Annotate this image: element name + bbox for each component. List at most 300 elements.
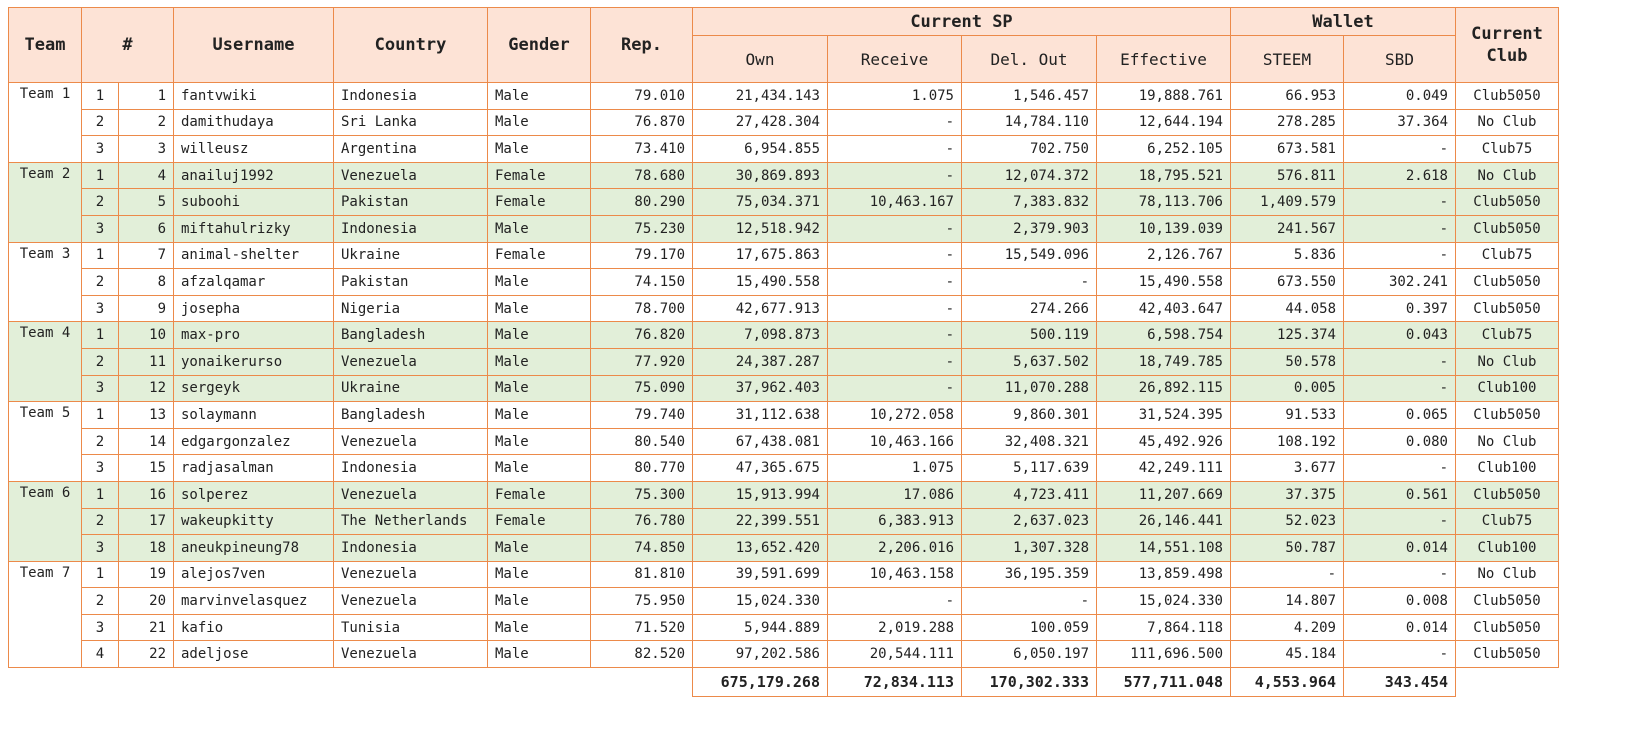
header-current-sp: Current SP bbox=[693, 8, 1231, 36]
member-number: 16 bbox=[119, 481, 174, 508]
member-number: 19 bbox=[119, 561, 174, 588]
username-cell: damithudaya bbox=[174, 109, 334, 136]
country-cell: The Netherlands bbox=[334, 508, 488, 535]
username-cell: fantvwiki bbox=[174, 83, 334, 110]
team-name-cell: Team 3 bbox=[9, 242, 82, 322]
rep-cell: 79.170 bbox=[591, 242, 693, 269]
username-cell: alejos7ven bbox=[174, 561, 334, 588]
team-group bbox=[9, 242, 1559, 322]
effective-sp-cell: 11,207.669 bbox=[1097, 481, 1231, 508]
table-row bbox=[9, 402, 1559, 429]
member-index: 2 bbox=[82, 109, 119, 136]
total-del-out: 170,302.333 bbox=[962, 668, 1097, 697]
member-number: 22 bbox=[119, 641, 174, 668]
receive-sp-cell: 10,463.166 bbox=[828, 428, 962, 455]
rep-cell: 76.820 bbox=[591, 322, 693, 349]
receive-sp-cell: - bbox=[828, 242, 962, 269]
total-effective: 577,711.048 bbox=[1097, 668, 1231, 697]
gender-cell: Female bbox=[488, 481, 591, 508]
header-gender: Gender bbox=[488, 8, 591, 83]
receive-sp-cell: - bbox=[828, 162, 962, 189]
club-cell: Club100 bbox=[1456, 535, 1559, 562]
own-sp-cell: 67,438.081 bbox=[693, 428, 828, 455]
del-out-sp-cell: 32,408.321 bbox=[962, 428, 1097, 455]
gender-cell: Male bbox=[488, 535, 591, 562]
country-cell: Venezuela bbox=[334, 641, 488, 668]
steem-cell: 3.677 bbox=[1231, 455, 1344, 482]
gender-cell: Male bbox=[488, 322, 591, 349]
country-cell: Argentina bbox=[334, 136, 488, 163]
del-out-sp-cell: 12,074.372 bbox=[962, 162, 1097, 189]
effective-sp-cell: 78,113.706 bbox=[1097, 189, 1231, 216]
gender-cell: Male bbox=[488, 561, 591, 588]
club-cell: Club5050 bbox=[1456, 641, 1559, 668]
header-country: Country bbox=[334, 8, 488, 83]
receive-sp-cell: - bbox=[828, 348, 962, 375]
receive-sp-cell: 10,463.167 bbox=[828, 189, 962, 216]
sbd-cell: - bbox=[1344, 348, 1456, 375]
member-index: 1 bbox=[82, 83, 119, 110]
own-sp-cell: 12,518.942 bbox=[693, 215, 828, 242]
team-name-cell: Team 6 bbox=[9, 481, 82, 561]
del-out-sp-cell: 6,050.197 bbox=[962, 641, 1097, 668]
rep-cell: 78.700 bbox=[591, 295, 693, 322]
club-cell: Club5050 bbox=[1456, 588, 1559, 615]
username-cell: miftahulrizky bbox=[174, 215, 334, 242]
country-cell: Indonesia bbox=[334, 535, 488, 562]
header-wallet: Wallet bbox=[1231, 8, 1456, 36]
rep-cell: 81.810 bbox=[591, 561, 693, 588]
rep-cell: 76.780 bbox=[591, 508, 693, 535]
gender-cell: Male bbox=[488, 83, 591, 110]
team-name-cell: Team 1 bbox=[9, 83, 82, 163]
own-sp-cell: 13,652.420 bbox=[693, 535, 828, 562]
country-cell: Sri Lanka bbox=[334, 109, 488, 136]
rep-cell: 75.300 bbox=[591, 481, 693, 508]
club-cell: Club75 bbox=[1456, 508, 1559, 535]
member-number: 6 bbox=[119, 215, 174, 242]
effective-sp-cell: 18,749.785 bbox=[1097, 348, 1231, 375]
sbd-cell: - bbox=[1344, 508, 1456, 535]
gender-cell: Male bbox=[488, 614, 591, 641]
effective-sp-cell: 7,864.118 bbox=[1097, 614, 1231, 641]
receive-sp-cell: 6,383.913 bbox=[828, 508, 962, 535]
country-cell: Tunisia bbox=[334, 614, 488, 641]
table-row bbox=[9, 375, 1559, 402]
del-out-sp-cell: 1,307.328 bbox=[962, 535, 1097, 562]
gender-cell: Female bbox=[488, 508, 591, 535]
member-number: 17 bbox=[119, 508, 174, 535]
receive-sp-cell: 17.086 bbox=[828, 481, 962, 508]
rep-cell: 79.740 bbox=[591, 402, 693, 429]
username-cell: solaymann bbox=[174, 402, 334, 429]
steem-cell: 0.005 bbox=[1231, 375, 1344, 402]
receive-sp-cell: 10,463.158 bbox=[828, 561, 962, 588]
effective-sp-cell: 14,551.108 bbox=[1097, 535, 1231, 562]
steem-cell: 576.811 bbox=[1231, 162, 1344, 189]
table-wrapper bbox=[8, 7, 1559, 697]
club-cell: Club75 bbox=[1456, 322, 1559, 349]
del-out-sp-cell: 36,195.359 bbox=[962, 561, 1097, 588]
receive-sp-cell: 10,272.058 bbox=[828, 402, 962, 429]
country-cell: Ukraine bbox=[334, 375, 488, 402]
gender-cell: Male bbox=[488, 455, 591, 482]
sbd-cell: - bbox=[1344, 136, 1456, 163]
member-number: 13 bbox=[119, 402, 174, 429]
sbd-cell: 0.014 bbox=[1344, 535, 1456, 562]
member-index: 3 bbox=[82, 136, 119, 163]
steem-cell: 37.375 bbox=[1231, 481, 1344, 508]
receive-sp-cell: - bbox=[828, 136, 962, 163]
effective-sp-cell: 26,146.441 bbox=[1097, 508, 1231, 535]
table-row bbox=[9, 561, 1559, 588]
del-out-sp-cell: 1,546.457 bbox=[962, 83, 1097, 110]
club-cell: No Club bbox=[1456, 348, 1559, 375]
gender-cell: Male bbox=[488, 295, 591, 322]
receive-sp-cell: 1.075 bbox=[828, 455, 962, 482]
member-number: 10 bbox=[119, 322, 174, 349]
effective-sp-cell: 45,492.926 bbox=[1097, 428, 1231, 455]
member-index: 3 bbox=[82, 215, 119, 242]
del-out-sp-cell: 4,723.411 bbox=[962, 481, 1097, 508]
username-cell: willeusz bbox=[174, 136, 334, 163]
own-sp-cell: 47,365.675 bbox=[693, 455, 828, 482]
country-cell: Nigeria bbox=[334, 295, 488, 322]
rep-cell: 78.680 bbox=[591, 162, 693, 189]
sbd-cell: - bbox=[1344, 242, 1456, 269]
username-cell: animal-shelter bbox=[174, 242, 334, 269]
table-row bbox=[9, 109, 1559, 136]
header-rep: Rep. bbox=[591, 8, 693, 83]
header-effective: Effective bbox=[1097, 36, 1231, 83]
club-cell: Club5050 bbox=[1456, 402, 1559, 429]
team-name-cell: Team 7 bbox=[9, 561, 82, 667]
table-row bbox=[9, 215, 1559, 242]
member-index: 1 bbox=[82, 242, 119, 269]
own-sp-cell: 42,677.913 bbox=[693, 295, 828, 322]
rep-cell: 80.290 bbox=[591, 189, 693, 216]
sbd-cell: - bbox=[1344, 561, 1456, 588]
username-cell: kafio bbox=[174, 614, 334, 641]
member-number: 21 bbox=[119, 614, 174, 641]
total-receive: 72,834.113 bbox=[828, 668, 962, 697]
club-cell: Club5050 bbox=[1456, 269, 1559, 296]
effective-sp-cell: 18,795.521 bbox=[1097, 162, 1231, 189]
gender-cell: Male bbox=[488, 428, 591, 455]
sbd-cell: - bbox=[1344, 455, 1456, 482]
receive-sp-cell: 1.075 bbox=[828, 83, 962, 110]
member-index: 1 bbox=[82, 561, 119, 588]
username-cell: afzalqamar bbox=[174, 269, 334, 296]
effective-sp-cell: 13,859.498 bbox=[1097, 561, 1231, 588]
username-cell: max-pro bbox=[174, 322, 334, 349]
steem-cell: 50.578 bbox=[1231, 348, 1344, 375]
table-row bbox=[9, 428, 1559, 455]
username-cell: josepha bbox=[174, 295, 334, 322]
own-sp-cell: 22,399.551 bbox=[693, 508, 828, 535]
member-index: 3 bbox=[82, 614, 119, 641]
effective-sp-cell: 15,024.330 bbox=[1097, 588, 1231, 615]
total-sbd: 343.454 bbox=[1344, 668, 1456, 697]
steem-cell: 673.581 bbox=[1231, 136, 1344, 163]
del-out-sp-cell: 702.750 bbox=[962, 136, 1097, 163]
own-sp-cell: 37,962.403 bbox=[693, 375, 828, 402]
sbd-cell: - bbox=[1344, 641, 1456, 668]
gender-cell: Male bbox=[488, 348, 591, 375]
username-cell: radjasalman bbox=[174, 455, 334, 482]
header-current-club: Current Club bbox=[1456, 8, 1559, 83]
table-footer bbox=[9, 668, 1559, 697]
member-number: 5 bbox=[119, 189, 174, 216]
receive-sp-cell: - bbox=[828, 269, 962, 296]
own-sp-cell: 31,112.638 bbox=[693, 402, 828, 429]
receive-sp-cell: - bbox=[828, 322, 962, 349]
footer-spacer bbox=[9, 668, 693, 697]
footer-spacer-end bbox=[1456, 668, 1559, 697]
member-index: 3 bbox=[82, 535, 119, 562]
table-row bbox=[9, 535, 1559, 562]
header-receive: Receive bbox=[828, 36, 962, 83]
club-cell: Club100 bbox=[1456, 375, 1559, 402]
country-cell: Bangladesh bbox=[334, 322, 488, 349]
del-out-sp-cell: 2,379.903 bbox=[962, 215, 1097, 242]
header-username: Username bbox=[174, 8, 334, 83]
steem-cell: 44.058 bbox=[1231, 295, 1344, 322]
own-sp-cell: 7,098.873 bbox=[693, 322, 828, 349]
table-row bbox=[9, 322, 1559, 349]
team-group bbox=[9, 162, 1559, 242]
gender-cell: Male bbox=[488, 269, 591, 296]
del-out-sp-cell: 14,784.110 bbox=[962, 109, 1097, 136]
own-sp-cell: 15,024.330 bbox=[693, 588, 828, 615]
del-out-sp-cell: 274.266 bbox=[962, 295, 1097, 322]
own-sp-cell: 97,202.586 bbox=[693, 641, 828, 668]
username-cell: solperez bbox=[174, 481, 334, 508]
steem-cell: 66.953 bbox=[1231, 83, 1344, 110]
sbd-cell: 0.561 bbox=[1344, 481, 1456, 508]
country-cell: Venezuela bbox=[334, 588, 488, 615]
receive-sp-cell: 2,206.016 bbox=[828, 535, 962, 562]
club-cell: Club5050 bbox=[1456, 189, 1559, 216]
sbd-cell: 0.008 bbox=[1344, 588, 1456, 615]
member-index: 2 bbox=[82, 588, 119, 615]
own-sp-cell: 30,869.893 bbox=[693, 162, 828, 189]
member-number: 1 bbox=[119, 83, 174, 110]
header-steem: STEEM bbox=[1231, 36, 1344, 83]
del-out-sp-cell: 7,383.832 bbox=[962, 189, 1097, 216]
rep-cell: 76.870 bbox=[591, 109, 693, 136]
own-sp-cell: 17,675.863 bbox=[693, 242, 828, 269]
table-row bbox=[9, 162, 1559, 189]
gender-cell: Female bbox=[488, 189, 591, 216]
effective-sp-cell: 31,524.395 bbox=[1097, 402, 1231, 429]
own-sp-cell: 6,954.855 bbox=[693, 136, 828, 163]
del-out-sp-cell: 2,637.023 bbox=[962, 508, 1097, 535]
username-cell: edgargonzalez bbox=[174, 428, 334, 455]
del-out-sp-cell: 11,070.288 bbox=[962, 375, 1097, 402]
receive-sp-cell: - bbox=[828, 295, 962, 322]
gender-cell: Male bbox=[488, 136, 591, 163]
total-steem: 4,553.964 bbox=[1231, 668, 1344, 697]
member-number: 7 bbox=[119, 242, 174, 269]
member-index: 2 bbox=[82, 508, 119, 535]
steem-cell: 125.374 bbox=[1231, 322, 1344, 349]
country-cell: Venezuela bbox=[334, 162, 488, 189]
rep-cell: 73.410 bbox=[591, 136, 693, 163]
own-sp-cell: 15,490.558 bbox=[693, 269, 828, 296]
member-number: 3 bbox=[119, 136, 174, 163]
del-out-sp-cell: 100.059 bbox=[962, 614, 1097, 641]
rep-cell: 75.230 bbox=[591, 215, 693, 242]
gender-cell: Male bbox=[488, 109, 591, 136]
username-cell: wakeupkitty bbox=[174, 508, 334, 535]
team-group bbox=[9, 83, 1559, 163]
country-cell: Venezuela bbox=[334, 481, 488, 508]
country-cell: Indonesia bbox=[334, 83, 488, 110]
steem-cell: 50.787 bbox=[1231, 535, 1344, 562]
header-own: Own bbox=[693, 36, 828, 83]
member-index: 2 bbox=[82, 428, 119, 455]
member-number: 9 bbox=[119, 295, 174, 322]
gender-cell: Female bbox=[488, 242, 591, 269]
steem-cell: 52.023 bbox=[1231, 508, 1344, 535]
own-sp-cell: 15,913.994 bbox=[693, 481, 828, 508]
total-own: 675,179.268 bbox=[693, 668, 828, 697]
member-number: 18 bbox=[119, 535, 174, 562]
sbd-cell: - bbox=[1344, 215, 1456, 242]
username-cell: marvinvelasquez bbox=[174, 588, 334, 615]
gender-cell: Female bbox=[488, 162, 591, 189]
table-row bbox=[9, 588, 1559, 615]
member-index: 1 bbox=[82, 322, 119, 349]
member-number: 4 bbox=[119, 162, 174, 189]
club-cell: No Club bbox=[1456, 561, 1559, 588]
receive-sp-cell: 2,019.288 bbox=[828, 614, 962, 641]
del-out-sp-cell: 5,117.639 bbox=[962, 455, 1097, 482]
username-cell: sergeyk bbox=[174, 375, 334, 402]
effective-sp-cell: 42,403.647 bbox=[1097, 295, 1231, 322]
header-sbd: SBD bbox=[1344, 36, 1456, 83]
effective-sp-cell: 42,249.111 bbox=[1097, 455, 1231, 482]
del-out-sp-cell: - bbox=[962, 588, 1097, 615]
member-number: 8 bbox=[119, 269, 174, 296]
del-out-sp-cell: 9,860.301 bbox=[962, 402, 1097, 429]
steem-cell: 108.192 bbox=[1231, 428, 1344, 455]
team-name-cell: Team 2 bbox=[9, 162, 82, 242]
member-index: 2 bbox=[82, 189, 119, 216]
effective-sp-cell: 12,644.194 bbox=[1097, 109, 1231, 136]
sbd-cell: 0.397 bbox=[1344, 295, 1456, 322]
club-cell: Club75 bbox=[1456, 136, 1559, 163]
rep-cell: 80.770 bbox=[591, 455, 693, 482]
sbd-cell: 2.618 bbox=[1344, 162, 1456, 189]
member-index: 4 bbox=[82, 641, 119, 668]
member-index: 3 bbox=[82, 295, 119, 322]
sbd-cell: 0.043 bbox=[1344, 322, 1456, 349]
country-cell: Venezuela bbox=[334, 348, 488, 375]
sbd-cell: - bbox=[1344, 189, 1456, 216]
table-row bbox=[9, 641, 1559, 668]
country-cell: Pakistan bbox=[334, 269, 488, 296]
table-row bbox=[9, 269, 1559, 296]
steem-cell: 1,409.579 bbox=[1231, 189, 1344, 216]
sbd-cell: 302.241 bbox=[1344, 269, 1456, 296]
sbd-cell: - bbox=[1344, 375, 1456, 402]
sbd-cell: 0.049 bbox=[1344, 83, 1456, 110]
country-cell: Indonesia bbox=[334, 455, 488, 482]
club-cell: No Club bbox=[1456, 109, 1559, 136]
member-index: 1 bbox=[82, 402, 119, 429]
rep-cell: 80.540 bbox=[591, 428, 693, 455]
rep-cell: 75.090 bbox=[591, 375, 693, 402]
steem-cell: 91.533 bbox=[1231, 402, 1344, 429]
rep-cell: 74.150 bbox=[591, 269, 693, 296]
own-sp-cell: 27,428.304 bbox=[693, 109, 828, 136]
team-sp-table bbox=[8, 7, 1559, 697]
effective-sp-cell: 10,139.039 bbox=[1097, 215, 1231, 242]
steem-cell: 5.836 bbox=[1231, 242, 1344, 269]
sbd-cell: 0.065 bbox=[1344, 402, 1456, 429]
steem-cell: 673.550 bbox=[1231, 269, 1344, 296]
member-number: 12 bbox=[119, 375, 174, 402]
table-row bbox=[9, 614, 1559, 641]
rep-cell: 79.010 bbox=[591, 83, 693, 110]
del-out-sp-cell: 5,637.502 bbox=[962, 348, 1097, 375]
gender-cell: Male bbox=[488, 215, 591, 242]
gender-cell: Male bbox=[488, 641, 591, 668]
table-row bbox=[9, 295, 1559, 322]
sbd-cell: 0.080 bbox=[1344, 428, 1456, 455]
country-cell: Pakistan bbox=[334, 189, 488, 216]
club-cell: Club75 bbox=[1456, 242, 1559, 269]
member-index: 3 bbox=[82, 455, 119, 482]
member-number: 15 bbox=[119, 455, 174, 482]
own-sp-cell: 75,034.371 bbox=[693, 189, 828, 216]
member-number: 2 bbox=[119, 109, 174, 136]
club-cell: Club5050 bbox=[1456, 614, 1559, 641]
del-out-sp-cell: 15,549.096 bbox=[962, 242, 1097, 269]
receive-sp-cell: 20,544.111 bbox=[828, 641, 962, 668]
team-name-cell: Team 5 bbox=[9, 402, 82, 482]
receive-sp-cell: - bbox=[828, 215, 962, 242]
effective-sp-cell: 15,490.558 bbox=[1097, 269, 1231, 296]
username-cell: aneukpineung78 bbox=[174, 535, 334, 562]
effective-sp-cell: 26,892.115 bbox=[1097, 375, 1231, 402]
team-group bbox=[9, 481, 1559, 561]
receive-sp-cell: - bbox=[828, 109, 962, 136]
receive-sp-cell: - bbox=[828, 375, 962, 402]
table-row bbox=[9, 189, 1559, 216]
club-cell: Club5050 bbox=[1456, 295, 1559, 322]
club-cell: No Club bbox=[1456, 162, 1559, 189]
own-sp-cell: 24,387.287 bbox=[693, 348, 828, 375]
steem-cell: - bbox=[1231, 561, 1344, 588]
username-cell: anailuj1992 bbox=[174, 162, 334, 189]
member-index: 1 bbox=[82, 481, 119, 508]
own-sp-cell: 39,591.699 bbox=[693, 561, 828, 588]
sbd-cell: 37.364 bbox=[1344, 109, 1456, 136]
rep-cell: 75.950 bbox=[591, 588, 693, 615]
member-index: 3 bbox=[82, 375, 119, 402]
rep-cell: 82.520 bbox=[591, 641, 693, 668]
country-cell: Venezuela bbox=[334, 428, 488, 455]
member-index: 1 bbox=[82, 162, 119, 189]
table-row bbox=[9, 348, 1559, 375]
rep-cell: 77.920 bbox=[591, 348, 693, 375]
club-cell: Club5050 bbox=[1456, 215, 1559, 242]
username-cell: suboohi bbox=[174, 189, 334, 216]
steem-cell: 14.807 bbox=[1231, 588, 1344, 615]
